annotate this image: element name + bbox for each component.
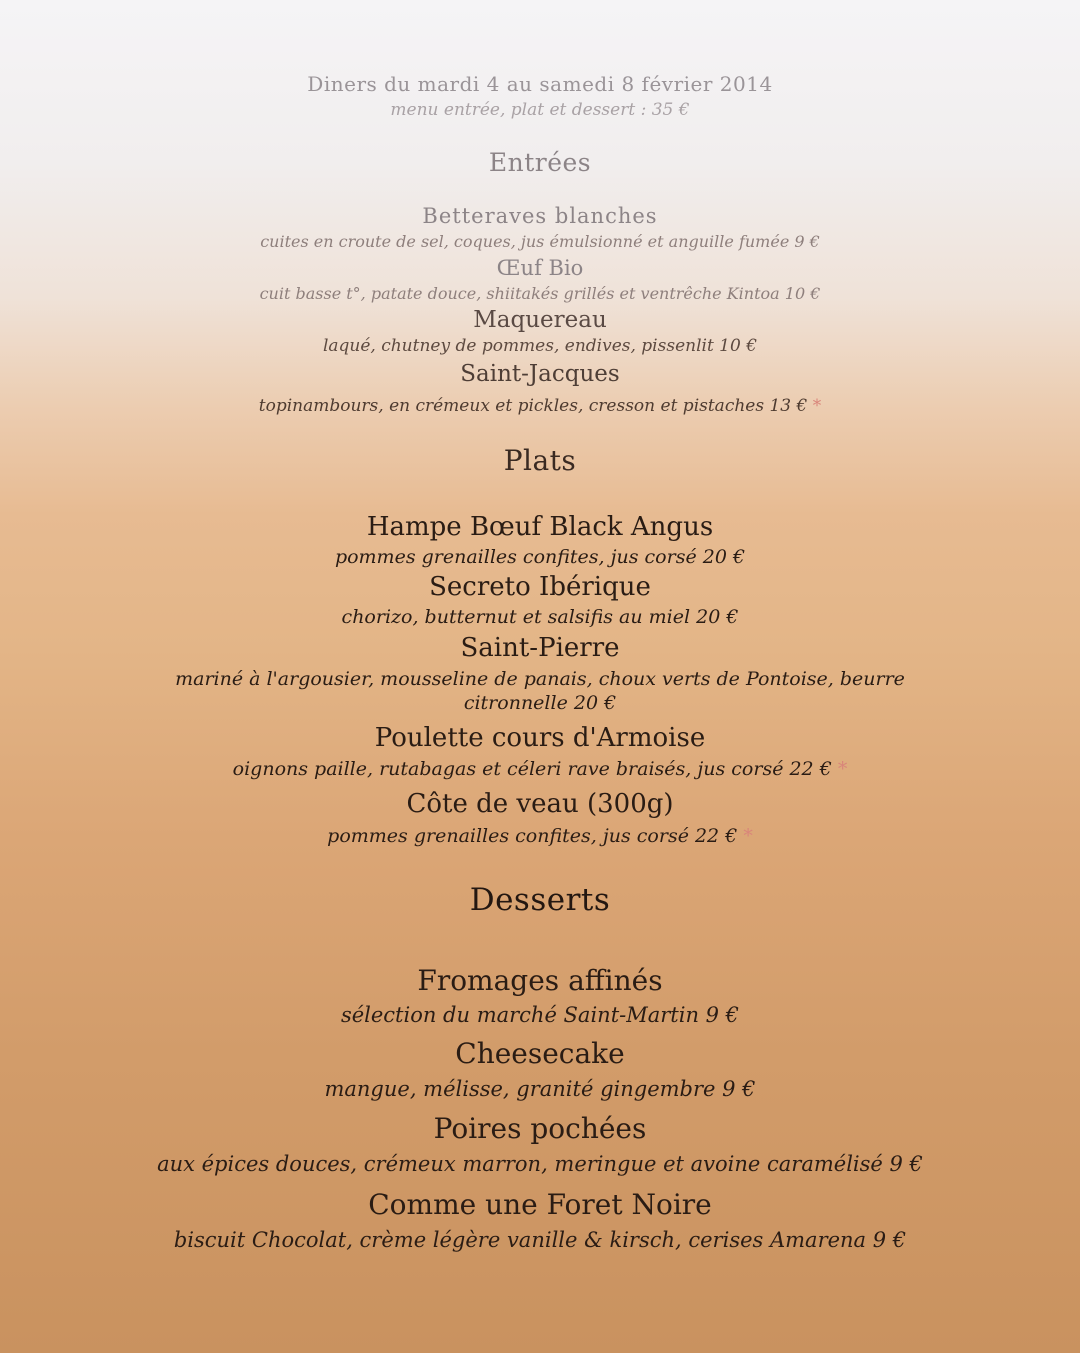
dish-name-secreto: Secreto Ibérique: [429, 572, 651, 602]
dish-name-cheesecake: Cheesecake: [455, 1037, 625, 1070]
dish-desc-saint-pierre-cont: citronnelle 20 €: [463, 692, 617, 714]
dish-name-betteraves: Betteraves blanches: [422, 204, 658, 228]
dish-name-oeuf: Œuf Bio: [496, 256, 584, 280]
dish-desc-saint-jacques-text: topinambours, en crémeux et pickles, cresson et pistaches 13 €: [258, 396, 808, 416]
dish-name-poulette: Poulette cours d'Armoise: [374, 723, 706, 753]
dish-desc-betteraves: cuites en croute de sel, coques, jus émulsionné et anguille fumée 9 €: [260, 232, 820, 251]
section-title-desserts: Desserts: [469, 882, 611, 918]
section-title-entrees: Entrées: [488, 148, 592, 177]
dish-desc-hampe: pommes grenailles confites, jus corsé 20 €: [334, 546, 746, 568]
dish-name-saint-jacques: Saint-Jacques: [460, 361, 620, 387]
dish-desc-poulette-text: oignons paille, rutabagas et céleri rave braisés, jus corsé 22 €: [232, 758, 832, 780]
asterisk-icon: *: [812, 396, 822, 416]
dish-name-hampe: Hampe Bœuf Black Angus: [366, 512, 714, 542]
dish-desc-poires: aux épices douces, crémeux marron, meringue et avoine caramélisé 9 €: [157, 1152, 923, 1176]
dish-desc-cheesecake: mangue, mélisse, granité gingembre 9 €: [324, 1077, 756, 1101]
dish-desc-fromages: sélection du marché Saint-Martin 9 €: [340, 1003, 740, 1027]
dish-desc-secreto: chorizo, butternut et salsifis au miel 20 €: [341, 606, 739, 628]
dish-desc-poulette: [0, 758, 1080, 780]
menu-formula: menu entrée, plat et dessert : 35 €: [390, 100, 690, 120]
dish-name-foret-noire: Comme une Foret Noire: [368, 1188, 712, 1221]
menu-dates: Diners du mardi 4 au samedi 8 février 2014: [307, 72, 773, 96]
dish-desc-maquereau: laqué, chutney de pommes, endives, pissenlit 10 €: [322, 336, 758, 356]
dish-name-poires: Poires pochées: [433, 1112, 647, 1145]
dish-desc-saint-jacques: [0, 396, 1080, 416]
dish-desc-cote-de-veau: [0, 825, 1080, 847]
dish-name-maquereau: Maquereau: [473, 307, 607, 333]
dish-name-saint-pierre: Saint-Pierre: [460, 633, 620, 663]
dish-desc-foret-noire: biscuit Chocolat, crème légère vanille & kirsch, cerises Amarena 9 €: [173, 1228, 907, 1252]
dish-name-cote-de-veau: Côte de veau (300g): [406, 789, 674, 819]
dish-desc-cote-de-veau-text: pommes grenailles confites, jus corsé 22 €: [327, 825, 738, 847]
asterisk-icon: *: [743, 825, 753, 847]
section-title-plats: Plats: [503, 444, 577, 477]
dish-desc-saint-pierre: mariné à l'argousier, mousseline de panais, choux verts de Pontoise, beurre: [175, 668, 905, 690]
dish-name-fromages: Fromages affinés: [417, 964, 663, 997]
asterisk-icon: *: [837, 758, 848, 780]
dish-desc-oeuf: cuit basse t°, patate douce, shiitakés grillés et ventrêche Kintoa 10 €: [259, 284, 821, 303]
